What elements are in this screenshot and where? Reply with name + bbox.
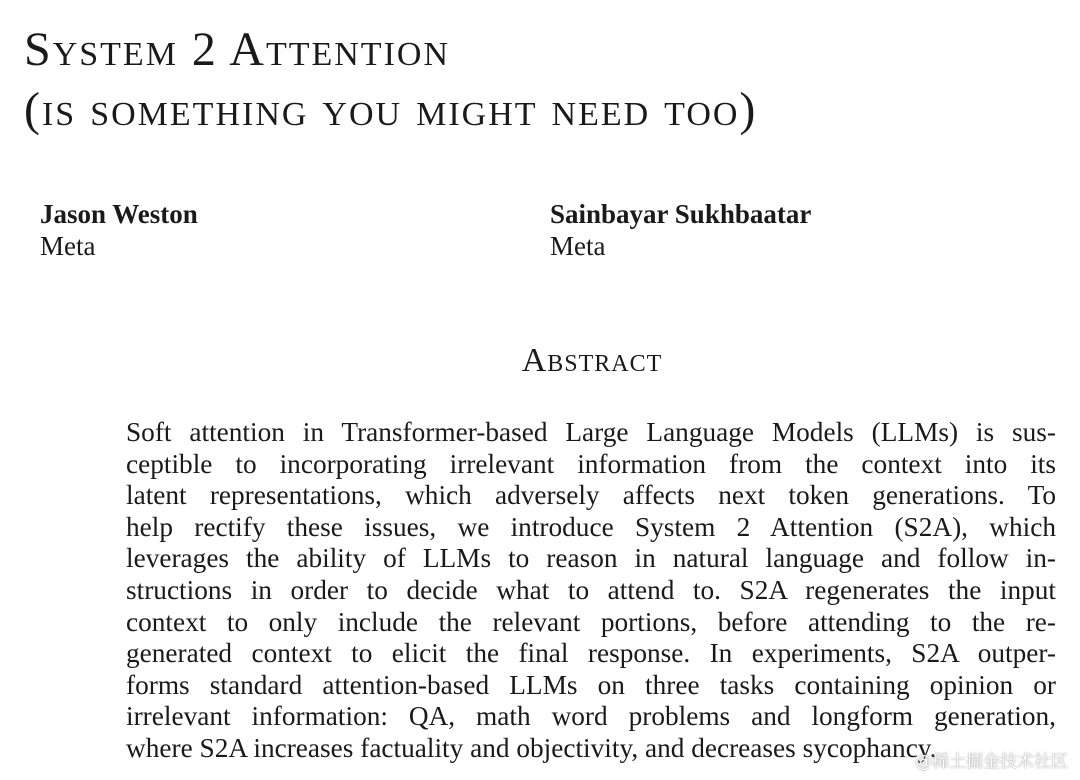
paper-title-line-1: System 2 Attention (24, 23, 450, 76)
author-block (550, 198, 811, 263)
author-name: Sainbayar Sukhbaatar (550, 199, 812, 229)
abstract-line: context to only include the relevant portions, before attending to the re- (126, 606, 1056, 637)
abstract-line: latent representations, which adversely affects next token generations. To (126, 480, 1056, 511)
paper-title-line-2: (is something you might need too) (24, 83, 758, 136)
author-affiliation: Meta (40, 231, 96, 262)
author-block (40, 198, 198, 263)
abstract-line: where S2A increases factuality and objectivity, and decreases sycophancy. (126, 732, 937, 763)
abstract-body (126, 417, 1056, 765)
author-affiliation: Meta (550, 231, 606, 262)
abstract-line: Soft attention in Transformer-based Large Language Models (LLMs) is sus- (126, 417, 1056, 447)
site-watermark: @稀土掘金技术社区 (915, 752, 1068, 772)
abstract-line: ceptible to incorporating irrelevant information from the context into its (126, 448, 1056, 479)
abstract-line: generated context to elicit the final response. In experiments, S2A outper- (126, 638, 1056, 669)
abstract-line: irrelevant information: QA, math word problems and longform generation, (126, 701, 1056, 732)
abstract-heading: Abstract (521, 342, 663, 379)
abstract-line: leverages the ability of LLMs to reason in natural language and follow in- (126, 543, 1056, 574)
abstract-line: forms standard attention-based LLMs on three tasks containing opinion or (126, 669, 1056, 700)
author-name: Jason Weston (40, 199, 198, 229)
abstract-line: structions in order to decide what to attend to. S2A regenerates the input (126, 574, 1056, 605)
abstract-line: help rectify these issues, we introduce System 2 Attention (S2A), which (126, 511, 1056, 542)
